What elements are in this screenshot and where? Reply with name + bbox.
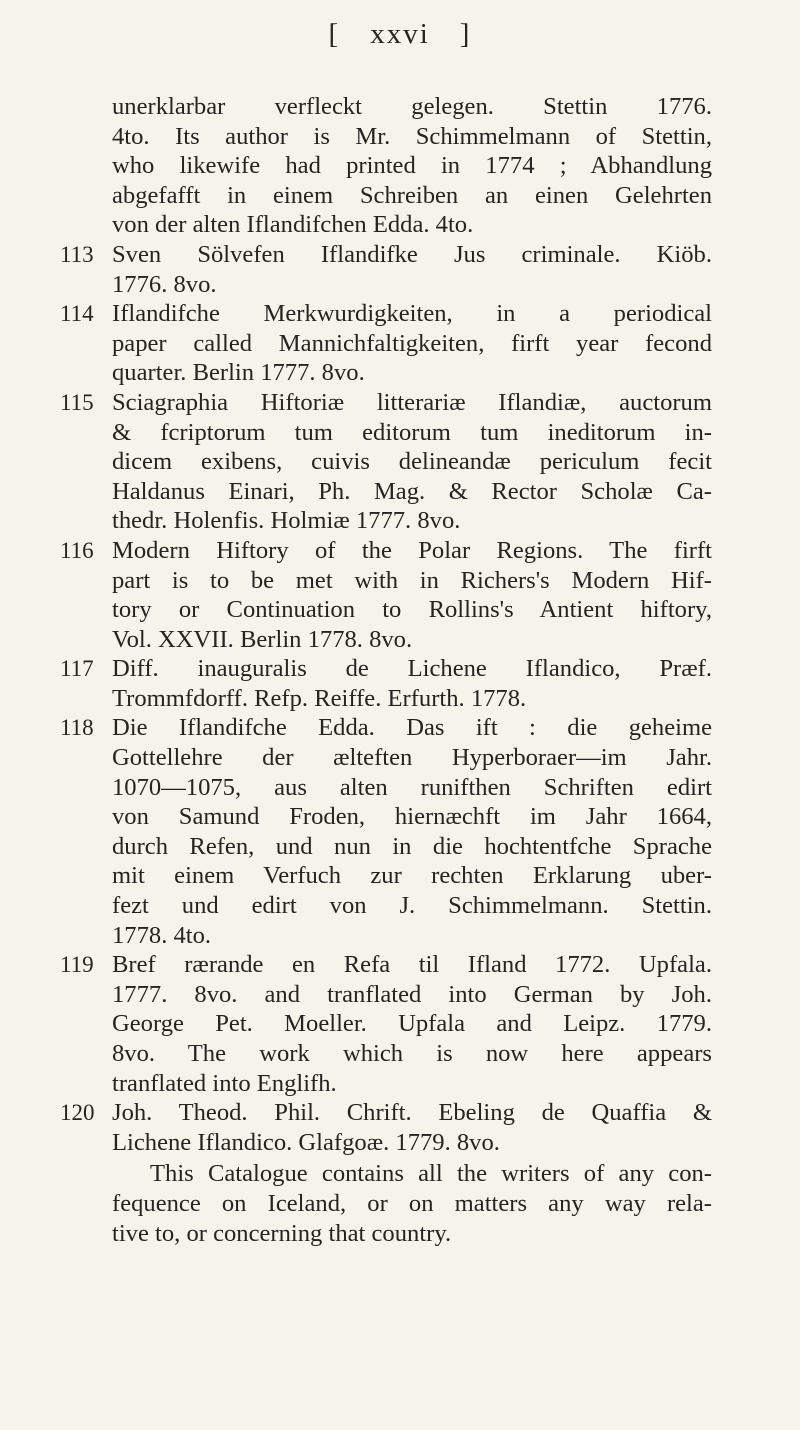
text-line: 4to. Its author is Mr. Schimmelmann of Stettin,	[112, 122, 712, 150]
text-line: von Samund Froden, hiernæchft im Jahr 1664,	[112, 803, 712, 831]
text-line: Sven Sölvefen Iflandifke Jus criminale. Kiöb.	[112, 240, 712, 268]
text-line: dicem exibens, cuivis delineandæ periculum fecit	[112, 448, 712, 476]
text-line: Haldanus Einari, Ph. Mag. & Rector Scholæ Ca-	[112, 477, 712, 505]
text-line: who likewife had printed in 1774 ; Abhandlung	[112, 152, 712, 180]
page-header	[0, 18, 800, 51]
text-line: durch Refen, und nun in die hochtentfche Sprache	[112, 832, 712, 860]
text-line: Joh. Theod. Phil. Chrift. Ebeling de Quaffia &	[112, 1099, 712, 1127]
text-line: part is to be met with in Richers's Modern Hif-	[112, 566, 712, 594]
text-line: paper called Mannichfaltigkeiten, firft year fecond	[112, 329, 712, 357]
entry-number: 119	[60, 952, 94, 978]
text-line: Vol. XXVII. Berlin 1778. 8vo.	[112, 625, 413, 653]
text-line: abgefafft in einem Schreiben an einen Gelehrten	[112, 181, 712, 209]
text-line: tory or Continuation to Rollins's Antient hiftory,	[112, 596, 712, 624]
text-line: This Catalogue contains all the writers of any con-	[150, 1160, 712, 1188]
text-line: 1070—1075, aus alten runifthen Schriften edirt	[112, 773, 712, 801]
text-line: Diff. inauguralis de Lichene Iflandico, Præf.	[112, 655, 712, 683]
catalogue-entry-114	[60, 299, 712, 388]
entry-number: 115	[60, 389, 94, 415]
catalogue-entry-116	[60, 536, 712, 654]
text-line: Iflandifche Merkwurdigkeiten, in a periodical	[112, 300, 712, 328]
catalogue-entry-117	[60, 654, 712, 713]
text-line: thedr. Holenfis. Holmiæ 1777. 8vo.	[112, 507, 461, 535]
text-line: Bref rærande en Refa til Ifland 1772. Upfala.	[112, 951, 712, 979]
lead-paragraph	[112, 92, 712, 240]
catalogue-entry-119	[60, 950, 712, 1098]
catalogue-entry-113	[60, 240, 712, 299]
text-line: 1777. 8vo. and tranflated into German by Joh.	[112, 980, 712, 1008]
catalogue-text	[60, 92, 712, 1248]
closing-paragraph	[112, 1159, 712, 1248]
text-line: von der alten Iflandifchen Edda. 4to.	[112, 211, 474, 239]
entry-number: 118	[60, 715, 94, 741]
text-line: George Pet. Moeller. Upfala and Leipz. 1779.	[112, 1010, 712, 1038]
header-open-bracket: [	[328, 18, 341, 50]
entry-number: 116	[60, 537, 94, 563]
text-line: Lichene Iflandico. Glafgoæ. 1779. 8vo.	[112, 1128, 500, 1156]
text-line: fezt und edirt von J. Schimmelmann. Stettin.	[112, 892, 712, 920]
text-line: 8vo. The work which is now here appears	[112, 1040, 712, 1067]
catalogue-entry-115	[60, 388, 712, 536]
text-line: Gottellehre der ælteften Hyperboraer—im Jahr.	[112, 744, 712, 772]
text-line: 1778. 4to.	[112, 921, 212, 949]
text-line: mit einem Verfuch zur rechten Erklarung uber-	[112, 862, 712, 890]
entry-number: 120	[60, 1100, 95, 1126]
entry-number: 113	[60, 241, 94, 267]
text-line: Die Iflandifche Edda. Das ift : die geheime	[112, 714, 712, 742]
text-line: & fcriptorum tum editorum tum ineditorum in-	[112, 418, 712, 446]
text-line: Trommfdorff. Refp. Reiffe. Erfurth. 1778.	[112, 684, 527, 712]
text-line: Modern Hiftory of the Polar Regions. The firft	[112, 536, 712, 564]
page-numeral: xxvi	[370, 18, 430, 50]
text-line: Sciagraphia Hiftoriæ litterariæ Iflandiæ, auctorum	[112, 388, 712, 416]
text-line: unerklarbar verfleckt gelegen. Stettin 1776.	[112, 93, 712, 120]
entry-number: 117	[60, 656, 94, 682]
text-line: tive to, or concerning that country.	[112, 1219, 452, 1247]
text-line: 1776. 8vo.	[112, 270, 217, 298]
catalogue-entry-120	[60, 1098, 712, 1157]
text-line: quarter. Berlin 1777. 8vo.	[112, 359, 365, 387]
text-line: tranflated into Englifh.	[112, 1069, 337, 1097]
entry-number: 114	[60, 301, 94, 327]
text-line: fequence on Iceland, or on matters any way rela-	[112, 1189, 712, 1217]
catalogue-entry-118	[60, 713, 712, 950]
header-close-bracket: ]	[459, 18, 472, 50]
